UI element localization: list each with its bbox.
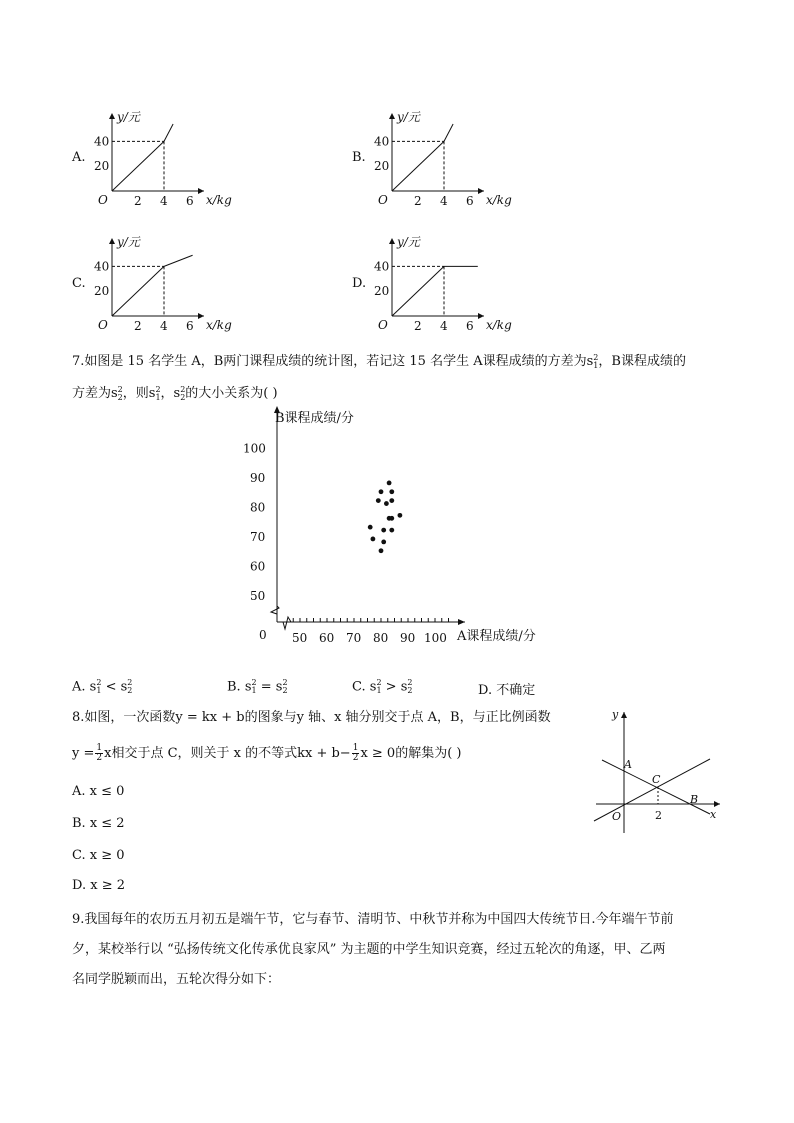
- y-tick-label: 40: [94, 259, 110, 274]
- point-a-label: A: [624, 758, 632, 771]
- y-tick-label: 100: [243, 441, 266, 456]
- scatter-point: [389, 498, 394, 503]
- q9-line3: 名同学脱颖而出，五轮次得分如下：: [72, 972, 281, 987]
- y-tick-label: 40: [374, 134, 390, 149]
- x-tick-label: 2: [134, 319, 142, 333]
- q8-line1: 8.如图，一次函数y = kx + b的图象与y 轴、x 轴分别交于点 A，B，与正比例函数: [72, 710, 551, 725]
- q8-choice-d: D. x ≥ 2: [72, 878, 125, 893]
- price-line: [392, 141, 444, 191]
- q7-choice-d: D. 不确定: [478, 683, 536, 698]
- y-axis-label: y/元: [117, 235, 140, 249]
- y-tick-label: 80: [250, 500, 266, 515]
- q8-choice-c: C. x ≥ 0: [72, 848, 125, 863]
- scatter-chart: [235, 400, 565, 655]
- origin-label: O: [98, 193, 108, 207]
- q8-choice-a: A. x ≤ 0: [72, 784, 125, 799]
- x-axis-label: x/kg: [206, 318, 232, 332]
- scatter-point: [384, 501, 389, 506]
- x-axis-arrow: [478, 313, 484, 319]
- x-tick-label: 4: [440, 319, 448, 333]
- y-tick-label: 20: [374, 284, 390, 299]
- x-axis-title: A课程成绩/分: [457, 629, 536, 644]
- origin-label: O: [378, 193, 388, 207]
- x-label: x: [710, 808, 717, 821]
- x-tick-label: 4: [160, 319, 168, 333]
- x-tick-label: 70: [346, 631, 362, 645]
- origin-label: O: [378, 318, 388, 332]
- price-line-extension: [444, 124, 453, 141]
- graph-option-a: [90, 105, 250, 220]
- x-axis-arrow: [458, 619, 465, 625]
- x-tick-label: 2: [134, 194, 142, 208]
- y-tick-label: 70: [250, 530, 266, 544]
- y-axis-break: [271, 606, 279, 614]
- scatter-point: [398, 513, 403, 518]
- x-axis-label: x/kg: [486, 318, 512, 332]
- scatter-point: [387, 481, 392, 486]
- y-tick-label: 90: [250, 471, 266, 485]
- y-axis-arrow: [389, 238, 395, 244]
- x-axis-arrow: [714, 801, 720, 807]
- y-axis-label: y/元: [397, 235, 420, 249]
- origin-label: 0: [259, 628, 267, 642]
- y-tick-label: 50: [250, 589, 266, 603]
- origin-label: O: [612, 810, 622, 823]
- y-axis-arrow: [109, 113, 115, 119]
- y-axis-label: y/元: [397, 110, 420, 124]
- q8-line2: y = $\frac{1}{2}$ x相交于点 C，则关于 x 的不等式kx + b− $\frac{1}{2}$ x ≥ 0的解集为( ): [72, 743, 462, 763]
- y-tick-label: 40: [374, 259, 390, 274]
- q9-line1: 9.我国每年的农历五月初五是端午节，它与春节、清明节、中秋节并称为中国四大传统节日.今年端午节前: [72, 912, 674, 927]
- point-b-label: B: [690, 793, 699, 806]
- option-d-label: D.: [352, 276, 367, 291]
- y-axis-arrow: [109, 238, 115, 244]
- x-tick-label: 4: [440, 194, 448, 208]
- scatter-point: [389, 516, 394, 521]
- graph-option-c: [90, 230, 250, 345]
- option-c-label: C.: [72, 276, 86, 291]
- y-tick-label: 20: [94, 284, 110, 299]
- x-tick-label: 80: [373, 631, 389, 645]
- y-tick-label: 40: [94, 134, 110, 149]
- price-line-extension: [164, 124, 173, 141]
- x-tick-label: 2: [414, 194, 422, 208]
- scatter-point: [389, 489, 394, 494]
- scatter-point: [381, 528, 386, 533]
- price-line: [392, 266, 444, 316]
- y-tick-label: 20: [374, 159, 390, 174]
- q7-choice-a: A. s 2 1 < s 2 2: [72, 678, 133, 695]
- y-axis-arrow: [621, 712, 627, 718]
- origin-label: O: [98, 318, 108, 332]
- point-c-label: C: [652, 773, 661, 786]
- x-tick-label: 6: [186, 319, 194, 333]
- y-label: y: [612, 708, 619, 721]
- x-axis-break: [283, 617, 291, 629]
- y-tick-label: 20: [94, 159, 110, 174]
- graph-option-b: [370, 105, 530, 220]
- q8-choice-b: B. x ≤ 2: [72, 816, 125, 831]
- option-b-label: B.: [352, 150, 366, 165]
- q7-choice-b: B. s 2 1 = s 2 2: [227, 678, 288, 695]
- x-axis-arrow: [198, 188, 204, 194]
- tick-2-label: 2: [655, 809, 662, 822]
- x-axis-label: x/kg: [486, 193, 512, 207]
- x-tick-label: 6: [186, 194, 194, 208]
- scatter-point: [389, 528, 394, 533]
- x-tick-label: 90: [400, 631, 416, 645]
- y-axis-title: B课程成绩/分: [275, 411, 354, 426]
- x-tick-label: 6: [466, 194, 474, 208]
- q9-line2: 夕，某校举行以 “弘扬传统文化传承优良家风” 为主题的中学生知识竞赛，经过五轮次的角逐，甲、乙两: [72, 942, 666, 957]
- x-tick-label: 4: [160, 194, 168, 208]
- price-line-extension: [164, 255, 193, 266]
- x-tick-label: 60: [319, 631, 335, 645]
- q7-choice-c: C. s 2 1 > s 2 2: [352, 678, 413, 695]
- y-tick-label: 60: [250, 559, 266, 574]
- option-a-label: A.: [72, 150, 86, 165]
- graph-option-d: [370, 230, 530, 345]
- scatter-point: [368, 525, 373, 530]
- q7-line2: 方差为s 2 2 ，则s 2 1 ，s 2 2 的大小关系为( ): [72, 384, 278, 402]
- y-axis-arrow: [389, 113, 395, 119]
- q7-line1: 7.如图是 15 名学生 A，B两门课程成绩的统计图，若记这 15 名学生 A课程成绩的方差为s 2 1 ，B课程成绩的: [72, 352, 686, 370]
- scatter-point: [379, 489, 384, 494]
- scatter-point: [379, 548, 384, 553]
- x-tick-label: 100: [424, 631, 447, 645]
- price-line: [112, 141, 164, 191]
- x-tick-label: 2: [414, 319, 422, 333]
- x-axis-arrow: [198, 313, 204, 319]
- x-tick-label: 6: [466, 319, 474, 333]
- x-tick-label: 50: [292, 631, 308, 645]
- x-axis-arrow: [478, 188, 484, 194]
- x-axis-label: x/kg: [206, 193, 232, 207]
- price-line: [112, 266, 164, 316]
- scatter-point: [371, 537, 376, 542]
- y-axis-label: y/元: [117, 110, 140, 124]
- scatter-point: [376, 498, 381, 503]
- q8-figure: [588, 708, 728, 838]
- scatter-point: [381, 540, 386, 545]
